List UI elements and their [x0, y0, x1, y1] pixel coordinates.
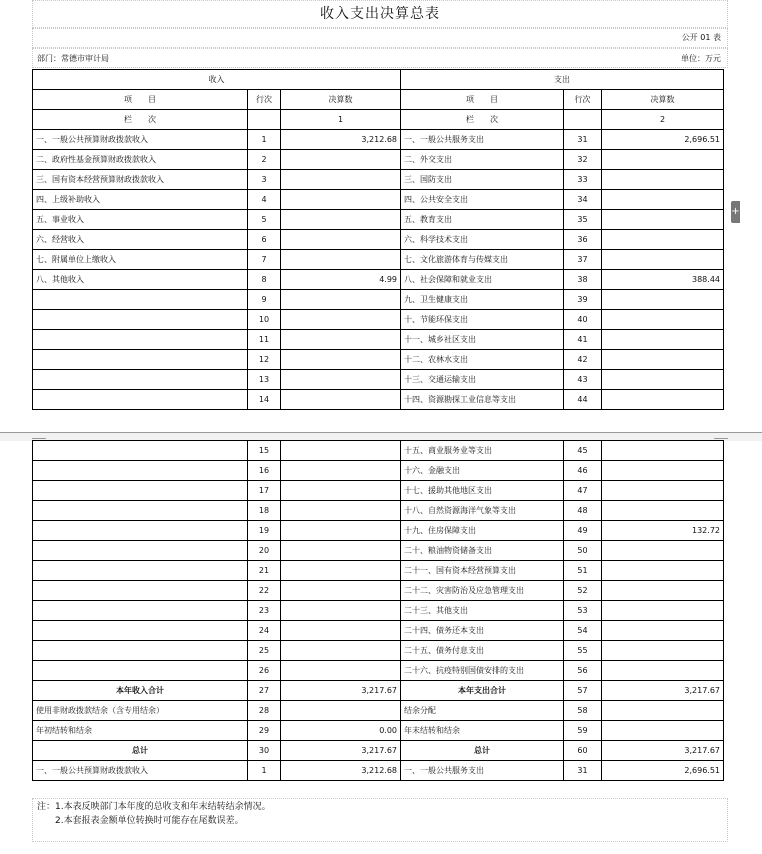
income-amount: [281, 350, 401, 370]
expense-amount: [602, 601, 724, 621]
expense-amount: [602, 561, 724, 581]
income-amount: [281, 250, 401, 270]
expense-lineno: 34: [564, 190, 602, 210]
income-lineno: 27: [248, 681, 281, 701]
expense-lineno: 51: [564, 561, 602, 581]
expense-item: 二十三、其他支出: [401, 601, 564, 621]
table-row: [33, 390, 724, 410]
expense-lineno: 36: [564, 230, 602, 250]
income-amount: [281, 581, 401, 601]
expense-lineno: 46: [564, 461, 602, 481]
income-amount: [281, 210, 401, 230]
income-amount: [281, 661, 401, 681]
expense-item: 三、国防支出: [401, 170, 564, 190]
department-label: 部门：常德市审计局: [37, 54, 109, 63]
income-item-header: 项 目: [33, 90, 248, 110]
table-row: [33, 350, 724, 370]
income-item: 四、上级补助收入: [33, 190, 248, 210]
table-row: [33, 170, 724, 190]
expense-item: 结余分配: [401, 701, 564, 721]
income-item: [33, 661, 248, 681]
income-lineno: 24: [248, 621, 281, 641]
income-lineno: 10: [248, 310, 281, 330]
expense-item: 十三、交通运输支出: [401, 370, 564, 390]
expense-amount: [602, 230, 724, 250]
table-row: [33, 270, 724, 290]
expense-lineno: 53: [564, 601, 602, 621]
expense-item: 总计: [401, 741, 564, 761]
table-row: [33, 661, 724, 681]
expense-lineno: 32: [564, 150, 602, 170]
expense-item: 二十、粮油物资储备支出: [401, 541, 564, 561]
note-line: 2.本套报表金额单位转换时可能存在尾数误差。: [37, 816, 244, 826]
expense-item: 十八、自然资源海洋气象等支出: [401, 501, 564, 521]
expense-column-label: 栏 次: [401, 110, 564, 130]
expense-item: 八、社会保障和就业支出: [401, 270, 564, 290]
table-row: [33, 601, 724, 621]
income-lineno: 13: [248, 370, 281, 390]
income-amount: 3,217.67: [281, 681, 401, 701]
income-item: [33, 541, 248, 561]
income-item: 三、国有资本经营预算财政拨款收入: [33, 170, 248, 190]
notes: [32, 798, 728, 842]
table-row: [33, 521, 724, 541]
income-amount: [281, 521, 401, 541]
income-amount: 3,217.67: [281, 741, 401, 761]
income-lineno: 21: [248, 561, 281, 581]
income-lineno: 6: [248, 230, 281, 250]
expense-amount: [602, 501, 724, 521]
income-column-blank: [248, 110, 281, 130]
income-amount: 4.99: [281, 270, 401, 290]
income-item: 一、一般公共预算财政拨款收入: [33, 130, 248, 150]
income-lineno: 28: [248, 701, 281, 721]
table-row: [33, 681, 724, 701]
income-item: [33, 461, 248, 481]
income-amount: [281, 461, 401, 481]
expense-item: 十五、商业服务业等支出: [401, 441, 564, 461]
table-row: [33, 310, 724, 330]
table-row: [33, 290, 724, 310]
expense-amount: [602, 461, 724, 481]
expense-amount: [602, 310, 724, 330]
income-amount: [281, 150, 401, 170]
income-lineno: 25: [248, 641, 281, 661]
income-lineno: 3: [248, 170, 281, 190]
expense-lineno: 52: [564, 581, 602, 601]
income-lineno: 15: [248, 441, 281, 461]
income-amount: [281, 290, 401, 310]
unit-label: 单位：万元: [681, 54, 721, 63]
income-item: [33, 561, 248, 581]
income-amount-header: 决算数: [281, 90, 401, 110]
income-lineno: 8: [248, 270, 281, 290]
expense-item: 九、卫生健康支出: [401, 290, 564, 310]
table-row: [33, 481, 724, 501]
expense-column-number: 2: [602, 110, 724, 130]
form-code: 公开 01 表: [681, 33, 721, 42]
expense-lineno: 33: [564, 170, 602, 190]
expense-amount: [602, 581, 724, 601]
expense-lineno: 49: [564, 521, 602, 541]
income-lineno: 17: [248, 481, 281, 501]
expense-amount: 132.72: [602, 521, 724, 541]
expense-lineno: 31: [564, 761, 602, 781]
expense-item: 本年支出合计: [401, 681, 564, 701]
income-lineno: 14: [248, 390, 281, 410]
table-row: [33, 561, 724, 581]
expense-amount: 3,217.67: [602, 741, 724, 761]
income-item: [33, 641, 248, 661]
income-item: [33, 521, 248, 541]
income-item: [33, 441, 248, 461]
expense-lineno: 58: [564, 701, 602, 721]
expense-amount: [602, 350, 724, 370]
income-lineno: 20: [248, 541, 281, 561]
income-amount: [281, 370, 401, 390]
expense-amount: [602, 190, 724, 210]
income-lineno: 30: [248, 741, 281, 761]
page-break-mark-right: [714, 432, 728, 439]
expense-item: 十二、农林水支出: [401, 350, 564, 370]
expense-lineno: 57: [564, 681, 602, 701]
income-item: 二、政府性基金预算财政拨款收入: [33, 150, 248, 170]
income-lineno: 9: [248, 290, 281, 310]
summary-table-page2: [32, 440, 724, 781]
income-lineno: 26: [248, 661, 281, 681]
income-lineno: 23: [248, 601, 281, 621]
expense-amount: [602, 170, 724, 190]
table-row: [33, 230, 724, 250]
income-amount: [281, 601, 401, 621]
table-row: [33, 441, 724, 461]
expense-item: 十九、住房保障支出: [401, 521, 564, 541]
expense-item: 十、节能环保支出: [401, 310, 564, 330]
income-item: 年初结转和结余: [33, 721, 248, 741]
table-row: [33, 741, 724, 761]
income-item: [33, 390, 248, 410]
income-amount: [281, 170, 401, 190]
table-row: [33, 701, 724, 721]
income-lineno: 1: [248, 130, 281, 150]
expense-lineno: 41: [564, 330, 602, 350]
expense-lineno: 38: [564, 270, 602, 290]
income-item: 六、经营收入: [33, 230, 248, 250]
income-item: [33, 310, 248, 330]
table-row: [33, 130, 724, 150]
income-lineno: 11: [248, 330, 281, 350]
income-lineno: 29: [248, 721, 281, 741]
expense-amount: 388.44: [602, 270, 724, 290]
expense-lineno: 39: [564, 290, 602, 310]
table-row: [33, 641, 724, 661]
expense-amount: [602, 150, 724, 170]
table-row: [33, 621, 724, 641]
income-amount: [281, 561, 401, 581]
expense-lineno: 45: [564, 441, 602, 461]
expense-lineno: 56: [564, 661, 602, 681]
income-column-label: 栏 次: [33, 110, 248, 130]
income-amount: 3,212.68: [281, 761, 401, 781]
dept-unit-row: [32, 48, 728, 68]
expense-item: 十一、城乡社区支出: [401, 330, 564, 350]
expense-lineno: 47: [564, 481, 602, 501]
income-item: 七、附属单位上缴收入: [33, 250, 248, 270]
page-break-mark-left: [32, 432, 46, 439]
expand-panel-button[interactable]: +: [731, 201, 740, 223]
expense-amount: [602, 290, 724, 310]
expense-amount: 2,696.51: [602, 130, 724, 150]
expense-amount: [602, 721, 724, 741]
expense-item: 十七、援助其他地区支出: [401, 481, 564, 501]
expense-amount: [602, 621, 724, 641]
income-lineno: 1: [248, 761, 281, 781]
income-lineno: 22: [248, 581, 281, 601]
expense-amount: [602, 210, 724, 230]
income-lineno: 12: [248, 350, 281, 370]
income-item: [33, 370, 248, 390]
income-item: 总计: [33, 741, 248, 761]
expense-item: 五、教育支出: [401, 210, 564, 230]
expense-item-header: 项 目: [401, 90, 564, 110]
income-column-number: 1: [281, 110, 401, 130]
expense-item: 十四、资源勘探工业信息等支出: [401, 390, 564, 410]
expense-lineno: 48: [564, 501, 602, 521]
income-item: [33, 481, 248, 501]
form-code-row: [32, 28, 728, 48]
income-amount: [281, 230, 401, 250]
income-item: 一、一般公共预算财政拨款收入: [33, 761, 248, 781]
expense-amount: 3,217.67: [602, 681, 724, 701]
summary-table-page1: [32, 69, 724, 410]
expense-lineno: 31: [564, 130, 602, 150]
expense-amount: [602, 330, 724, 350]
income-amount: [281, 390, 401, 410]
expense-item: 四、公共安全支出: [401, 190, 564, 210]
income-amount: [281, 621, 401, 641]
income-lineno: 19: [248, 521, 281, 541]
expense-item: 二十六、抗疫特别国债安排的支出: [401, 661, 564, 681]
income-lineno: 4: [248, 190, 281, 210]
expense-item: 二、外交支出: [401, 150, 564, 170]
expense-lineno: 35: [564, 210, 602, 230]
expense-item: 年末结转和结余: [401, 721, 564, 741]
expense-lineno: 40: [564, 310, 602, 330]
table-row: [33, 581, 724, 601]
income-amount: [281, 310, 401, 330]
income-lineno: 5: [248, 210, 281, 230]
income-lineno: 16: [248, 461, 281, 481]
expense-lineno: 37: [564, 250, 602, 270]
income-item: [33, 621, 248, 641]
income-lineno: 18: [248, 501, 281, 521]
income-amount: [281, 701, 401, 721]
note-line: 注：1.本表反映部门本年度的总收支和年末结转结余情况。: [37, 802, 271, 812]
table-row: [33, 461, 724, 481]
income-item: 本年收入合计: [33, 681, 248, 701]
income-amount: [281, 441, 401, 461]
expense-header: 支出: [401, 70, 724, 90]
expense-amount: [602, 390, 724, 410]
expense-lineno: 42: [564, 350, 602, 370]
table-row: [33, 190, 724, 210]
expense-item: 一、一般公共服务支出: [401, 130, 564, 150]
expense-amount: [602, 701, 724, 721]
expense-item: 二十四、债务还本支出: [401, 621, 564, 641]
table-row: [33, 721, 724, 741]
expense-item: 六、科学技术支出: [401, 230, 564, 250]
expense-amount: [602, 661, 724, 681]
income-amount: [281, 541, 401, 561]
expense-lineno: 60: [564, 741, 602, 761]
report-title: 收入支出决算总表: [32, 0, 728, 28]
expense-amount: [602, 370, 724, 390]
income-item: [33, 350, 248, 370]
income-amount: 0.00: [281, 721, 401, 741]
table-row: [33, 541, 724, 561]
expense-lineno: 59: [564, 721, 602, 741]
expense-amount: 2,696.51: [602, 761, 724, 781]
income-item: [33, 601, 248, 621]
expense-lineno: 55: [564, 641, 602, 661]
expense-column-blank: [564, 110, 602, 130]
income-amount: [281, 330, 401, 350]
table-row: [33, 761, 724, 781]
expense-item: 二十二、灾害防治及应急管理支出: [401, 581, 564, 601]
expense-lineno: 50: [564, 541, 602, 561]
expense-item: 二十一、国有资本经营预算支出: [401, 561, 564, 581]
income-amount: [281, 501, 401, 521]
expense-amount-header: 决算数: [602, 90, 724, 110]
expense-item: 十六、金融支出: [401, 461, 564, 481]
income-item: [33, 290, 248, 310]
income-amount: [281, 641, 401, 661]
expense-lineno: 43: [564, 370, 602, 390]
income-item: 五、事业收入: [33, 210, 248, 230]
income-amount: [281, 190, 401, 210]
income-header: 收入: [33, 70, 401, 90]
table-row: [33, 210, 724, 230]
expense-amount: [602, 641, 724, 661]
expense-amount: [602, 481, 724, 501]
income-item: 使用非财政拨款结余（含专用结余）: [33, 701, 248, 721]
income-item: [33, 330, 248, 350]
expense-item: 二十五、债务付息支出: [401, 641, 564, 661]
expense-item: 一、一般公共服务支出: [401, 761, 564, 781]
income-item: 八、其他收入: [33, 270, 248, 290]
income-item: [33, 501, 248, 521]
expense-amount: [602, 250, 724, 270]
expense-item: 七、文化旅游体育与传媒支出: [401, 250, 564, 270]
income-lineno-header: 行次: [248, 90, 281, 110]
expense-lineno: 54: [564, 621, 602, 641]
income-lineno: 2: [248, 150, 281, 170]
income-amount: [281, 481, 401, 501]
expense-amount: [602, 541, 724, 561]
income-lineno: 7: [248, 250, 281, 270]
table-row: [33, 330, 724, 350]
income-amount: 3,212.68: [281, 130, 401, 150]
expense-lineno: 44: [564, 390, 602, 410]
income-item: [33, 581, 248, 601]
expense-amount: [602, 441, 724, 461]
table-row: [33, 150, 724, 170]
table-row: [33, 250, 724, 270]
table-row: [33, 370, 724, 390]
expense-lineno-header: 行次: [564, 90, 602, 110]
table-row: [33, 501, 724, 521]
